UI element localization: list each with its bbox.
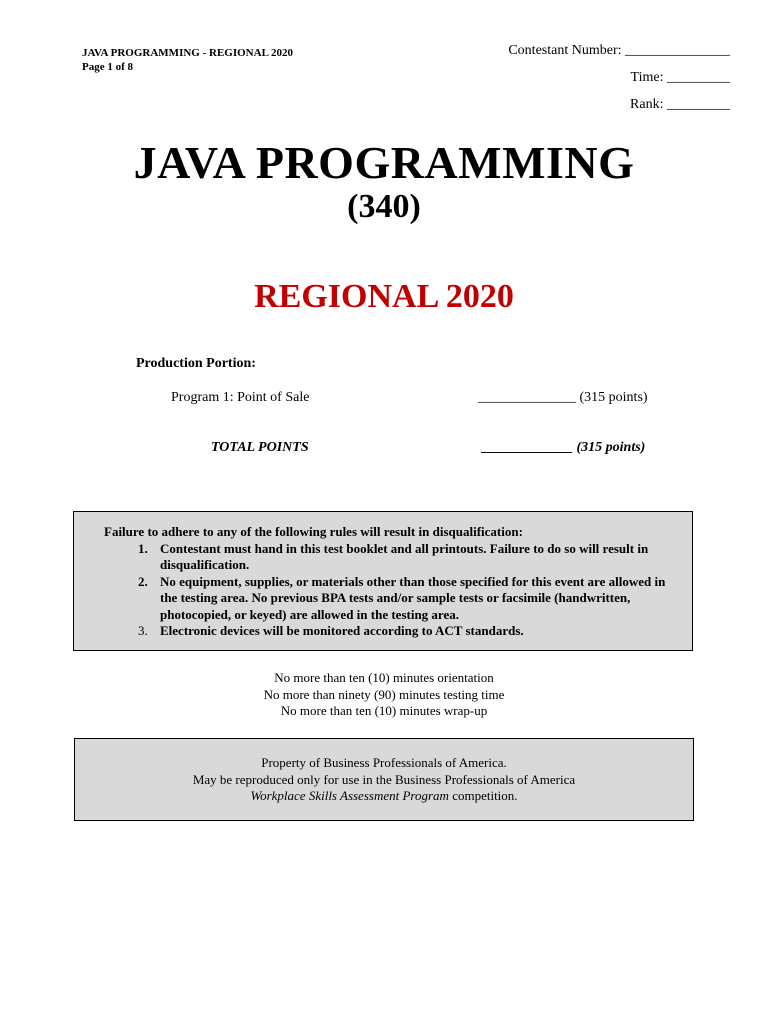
- rule-number: 3.: [138, 623, 148, 638]
- property-line-3-rest: competition.: [448, 788, 518, 803]
- rules-box: [73, 511, 693, 651]
- time-limit-orientation: No more than ten (10) minutes orientation: [274, 670, 494, 685]
- rules-list: [104, 541, 684, 640]
- rule-item: [104, 541, 684, 574]
- rule-number: 2.: [138, 573, 148, 589]
- rule-number: 1.: [138, 540, 148, 556]
- running-header: [82, 46, 293, 74]
- total-points-value: _____________ (315 points): [482, 440, 646, 455]
- contestant-info: [508, 37, 730, 118]
- time-limits: [0, 670, 768, 720]
- property-line-3: [75, 788, 693, 805]
- event-code: (340): [347, 188, 421, 225]
- program-points: ______________ (315 points): [478, 390, 648, 405]
- rule-item: [104, 623, 684, 640]
- event-level: REGIONAL 2020: [254, 278, 514, 315]
- rule-text: Contestant must hand in this test booklet and all printouts. Failure to do so will result in disqualification.: [160, 540, 649, 572]
- property-line-1: Property of Business Professionals of America.: [261, 755, 507, 770]
- rule-text: Electronic devices will be monitored according to ACT standards.: [160, 623, 524, 638]
- program-name: Workplace Skills Assessment Program: [250, 788, 449, 803]
- rule-text: No equipment, supplies, or materials other than those specified for this event are allowed in the testing area. No previous BPA tests and/or sample tests or facsimile (handwritten, photocopied, or keyed) are allowed in the testing area.: [160, 573, 666, 622]
- rank-field: Rank: _________: [630, 97, 730, 112]
- time-limit-wrapup: No more than ten (10) minutes wrap-up: [280, 703, 488, 718]
- program-label: Program 1: Point of Sale: [171, 390, 310, 405]
- production-heading: Production Portion:: [136, 356, 256, 371]
- rules-content: [104, 524, 684, 640]
- rules-intro: Failure to adhere to any of the following rules will result in disqualification:: [104, 524, 523, 539]
- page-title: JAVA PROGRAMMING: [133, 137, 635, 188]
- property-line-2: May be reproduced only for use in the Business Professionals of America: [192, 771, 576, 787]
- time-limit-testing: No more than ninety (90) minutes testing time: [263, 686, 505, 702]
- rule-item: [104, 574, 684, 624]
- property-notice: [74, 738, 694, 821]
- time-field: Time: _________: [630, 70, 730, 85]
- page-number: Page 1 of 8: [82, 61, 134, 73]
- total-points-label: TOTAL POINTS: [211, 440, 309, 455]
- running-header-title: JAVA PROGRAMMING - REGIONAL 2020: [82, 47, 294, 59]
- contestant-number-field: Contestant Number: _______________: [508, 43, 730, 58]
